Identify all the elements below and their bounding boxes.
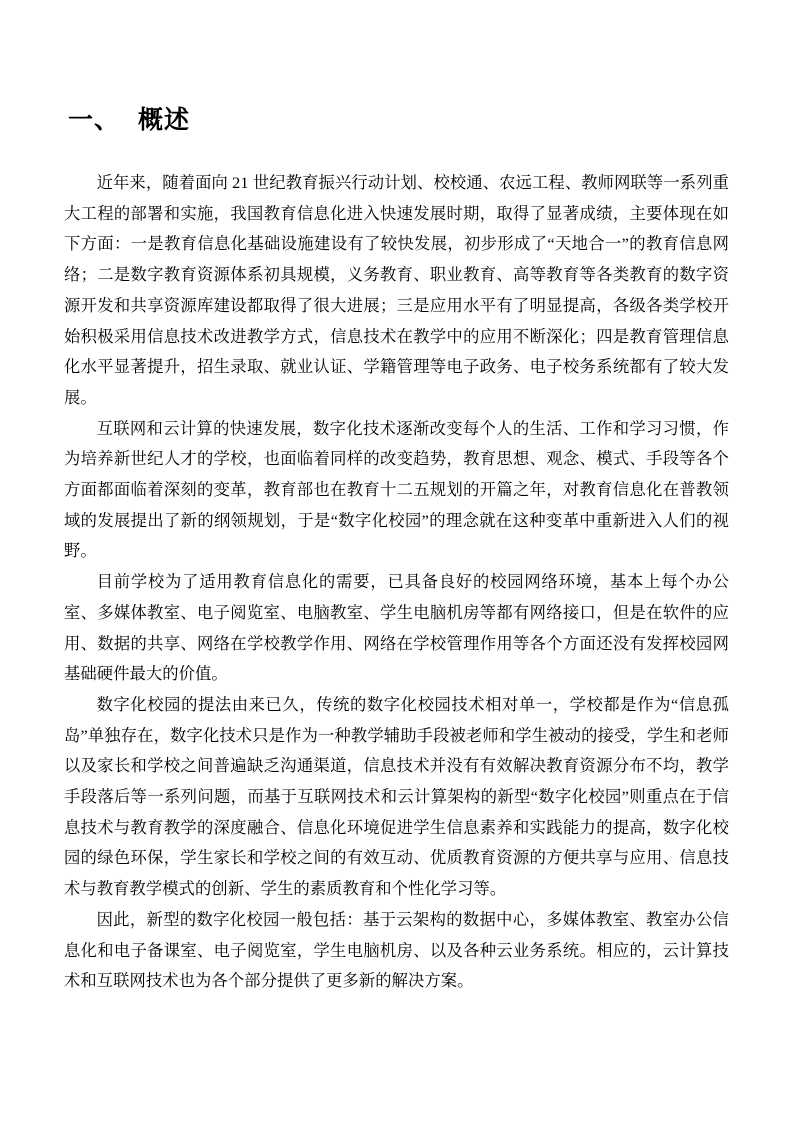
- section-heading-number: 一、: [68, 105, 121, 134]
- document-body: [64, 168, 729, 997]
- body-paragraph: 因此，新型的数字化校园一般包括：基于云架构的数据中心，多媒体教室、教室办公信息化和电子备课室、电子阅览室，学生电脑机房、以及各种云业务系统。相应的，云计算技术和互联网技术也为各个部分提供了更多新的解决方案。: [64, 909, 729, 991]
- body-paragraph: 互联网和云计算的快速发展，数字化技术逐渐改变每个人的生活、工作和学习习惯，作为培养新世纪人才的学校，也面临着同样的改变趋势，教育思想、观念、模式、手段等各个方面都面临着深刻的变革，教育部也在教育十二五规划的开篇之年，对教育信息化在普教领域的发展提出了新的纲领规划，于是“数字化校园”的理念就在这种变革中重新进入人们的视野。: [64, 418, 729, 561]
- body-paragraph: 数字化校园的提法由来已久，传统的数字化校园技术相对单一，学校都是作为“信息孤岛”单独存在，数字化技术只是作为一种教学辅助手段被老师和学生被动的接受，学生和老师以及家长和学校之间普遍缺乏沟通渠道，信息技术并没有有效解决教育资源分布不均，教学手段落后等一系列问题，而基于互联网技术和云计算架构的新型“数字化校园”则重点在于信息技术与教育教学的深度融合、信息化环境促进学生信息素养和实践能力的提高，数字化校园的绿色环保，学生家长和学校之间的有效互动、优质教育资源的方便共享与应用、信息技术与教育教学模式的创新、学生的素质教育和个性化学习等。: [64, 694, 729, 899]
- body-paragraph: 近年来，随着面向 21 世纪教育振兴行动计划、校校通、农远工程、教师网联等一系列重大工程的部署和实施，我国教育信息化进入快速发展时期，取得了显著成绩，主要体现在如下方面：一是教育信息化基础设施建设有了较快发展，初步形成了“天地合一”的教育信息网络；二是数字教育资源体系初具规模，义务教育、职业教育、高等教育等各类教育的数字资源开发和共享资源库建设都取得了很大进展；三是应用水平有了明显提高，各级各类学校开始积极采用信息技术改进教学方式，信息技术在教学中的应用不断深化；四是教育管理信息化水平显著提升，招生录取、就业认证、学籍管理等电子政务、电子校务系统都有了较大发展。: [64, 173, 729, 407]
- body-paragraph: 目前学校为了适用教育信息化的需要，已具备良好的校园网络环境，基本上每个办公室、多媒体教室、电子阅览室、电脑教室、学生电脑机房等都有网络接口，但是在软件的应用、数据的共享、网络在学校教学作用、网络在学校管理作用等各个方面还没有发挥校园网基础硬件最大的价值。: [64, 572, 729, 684]
- section-heading-title: 概述: [138, 105, 191, 134]
- section-heading: [68, 103, 729, 137]
